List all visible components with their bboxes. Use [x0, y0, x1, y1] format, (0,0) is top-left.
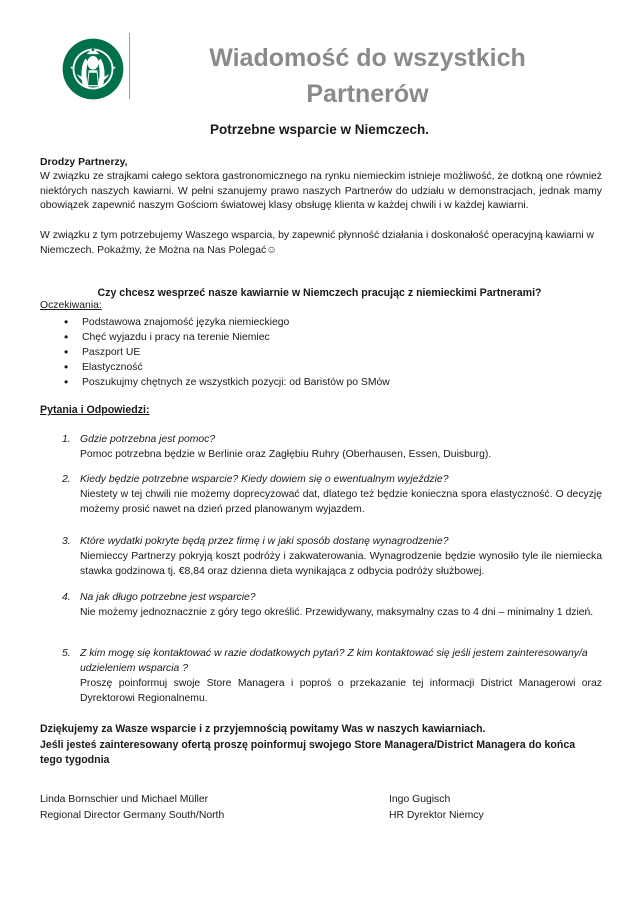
closing-line-1: Dziękujemy za Wasze wsparcie i z przyjemnością powitamy Was w naszych kawiarniach. [40, 723, 486, 735]
faq-question: Które wydatki pokryte będą przez firmę i w jaki sposób dostanę wynagrodzenie? [80, 536, 449, 547]
page-title-line1: Wiadomość do wszystkich [209, 44, 526, 72]
signature-right-name: Ingo Gugisch [389, 794, 451, 805]
logo-divider [129, 33, 130, 99]
faq-item [62, 472, 602, 517]
letter-subject: Potrzebne wsparcie w Niemczech. [209, 122, 430, 137]
faq-question: Gdzie potrzebna jest pomoc? [80, 434, 216, 445]
list-item: • Paszport UE [64, 345, 390, 360]
faq-question: Na jak długo potrzebne jest wsparcie? [80, 592, 256, 603]
signature-left-name: Linda Bornschier und Michael Müller [40, 794, 209, 805]
list-item: • Poszukujmy chętnych ze wszystkich pozycji: od Baristów po SMów [64, 375, 390, 390]
paragraph-1: W związku ze strajkami całego sektora gastronomicznego na rynku niemieckim istnieje możliwość, że dotkną one również niektórych naszych kawiarni. W pełni szanujemy prawo naszych Partnerów do udziału w demonstracjach, jednak mamy obowiązek zapewnić naszym Gościom światowej klasy obsługę klienta w każdej chwili i w każdej kawiarni. [40, 171, 602, 212]
faq-number: 5. [62, 648, 71, 659]
faq-item [62, 534, 602, 579]
expectations-label: Oczekiwania: [40, 300, 102, 311]
page-title [170, 40, 565, 112]
list-item: • Elastyczność [64, 360, 390, 375]
faq-item [62, 590, 602, 620]
faq-question: Z kim mogę się kontaktować w razie dodatkowych pytań? Z kim kontaktować się jeśli jestem zainteresowany/a udzieleniem wsparcia ? [80, 648, 588, 674]
closing-line-2: Jeśli jesteś zainteresowany ofertą proszę poinformuj swojego Store Managera/District Managera do końca tego tygodnia [40, 738, 576, 766]
list-item: • Podstawowa znajomość języka niemieckiego [64, 315, 390, 330]
paragraph-2: W związku z tym potrzebujemy Waszego wsparcia, by zapewnić płynność działania i doskonałość operacyjną kawiarni w Niemczech. Pokażmy, że Można na Nas Polegać☺ [40, 230, 595, 256]
faq-question: Kiedy będzie potrzebne wsparcie? Kiedy dowiem się o ewentualnym wyjeździe? [80, 474, 449, 485]
signature-right [389, 792, 484, 824]
faq-item [62, 646, 602, 706]
faq-number: 4. [62, 592, 71, 603]
qa-label: Pytania i Odpowiedzi: [40, 404, 150, 416]
faq-answer: Niemieccy Partnerzy pokryją koszt podróży i zakwaterowania. Wynagrodzenie będzie wynosiło tyle ile niemiecka stawka godzinowa tj. €8,84 oraz dzienna dieta wynikająca z odbycia podróży służbowej. [80, 551, 602, 577]
signature-left-title: Regional Director Germany South/North [40, 810, 225, 821]
page-title-line2: Partnerów [306, 80, 429, 108]
faq-number: 2. [62, 474, 71, 485]
list-item: • Chęć wyjazdu i pracy na terenie Niemiec [64, 330, 390, 345]
faq-answer: Nie możemy jednoznacznie z góry tego określić. Przewidywany, maksymalny czas to 4 dni – minimalny 1 dzień. [80, 607, 594, 618]
faq-number: 3. [62, 536, 71, 547]
faq-answer: Proszę poinformuj swoje Store Managera i poproś o przekazanie tej informacji District Managerowi oraz Dyrektorowi Regionalnemu. [80, 678, 602, 704]
closing-text [40, 722, 600, 769]
faq-answer: Pomoc potrzebna będzie w Berlinie oraz Zagłębiu Ruhry (Oberhausen, Essen, Duisburg). [80, 449, 492, 460]
starbucks-logo-icon [62, 38, 124, 100]
expectations-list [64, 315, 390, 390]
faq-number: 1. [62, 434, 71, 445]
faq-answer: Niestety w tej chwili nie możemy doprecyzować dat, dlatego też będzie konieczna spora elastyczność. O decyzję możemy prosić nawet na dzień przed planowanym wyjazdem. [80, 489, 602, 515]
greeting: Drodzy Partnerzy, [40, 157, 128, 168]
signature-right-title: HR Dyrektor Niemcy [389, 810, 484, 821]
question-heading: Czy chcesz wesprzeć nasze kawiarnie w Niemczech pracując z niemieckimi Partnerami? [97, 287, 542, 299]
faq-item [62, 432, 602, 462]
signature-left [40, 792, 224, 824]
